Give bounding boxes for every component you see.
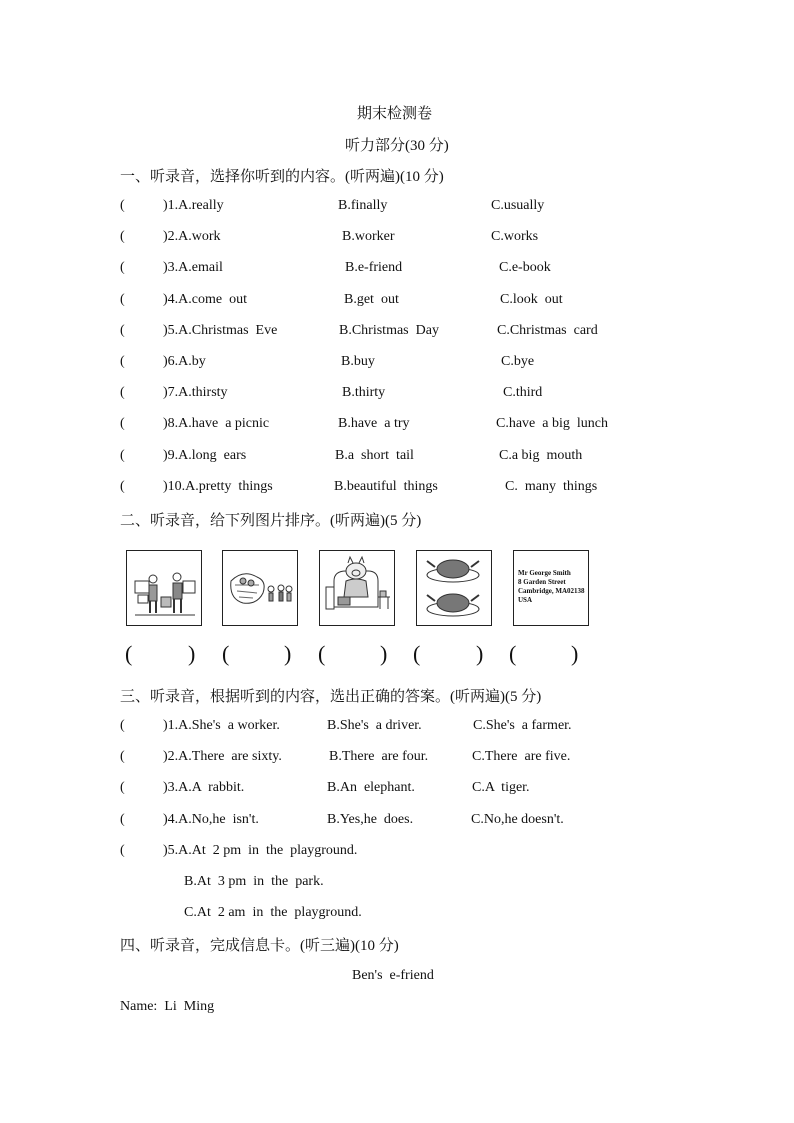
option-b: B.Yes,he does. [327, 812, 414, 827]
option-b: B.She's a driver. [327, 718, 422, 733]
option-c: C.have a big lunch [496, 416, 608, 431]
answer-paren[interactable]: ( [120, 198, 125, 213]
option-c: C.At 2 am in the playground. [184, 905, 362, 920]
option-b: B.a short tail [335, 448, 414, 463]
answer-paren[interactable]: ( [120, 479, 125, 494]
option-b: B.At 3 pm in the park. [184, 874, 324, 889]
option-c: C. many things [505, 479, 598, 494]
option-a: )2.A.work [163, 229, 221, 244]
page-title: 期末检测卷 [357, 106, 433, 122]
picnic-icon [223, 551, 297, 625]
answer-paren[interactable]: ( [120, 323, 125, 338]
pig-sofa-picture [319, 550, 395, 626]
option-a: )3.A.email [163, 260, 223, 275]
blank-open[interactable]: ( [413, 641, 421, 666]
section4-heading: 四、听录音，完成信息卡。(听三遍)(10 分) [120, 938, 399, 954]
section2-heading: 二、听录音，给下列图片排序。(听两遍)(5 分) [120, 513, 422, 529]
option-b: B.Christmas Day [339, 323, 439, 338]
option-b: B.get out [344, 292, 399, 307]
option-c: C.e-book [499, 260, 551, 275]
option-b: B.have a try [338, 416, 410, 431]
answer-paren[interactable]: ( [120, 812, 125, 827]
option-a: )1.A.She's a worker. [163, 718, 280, 733]
option-a: )5.A.Christmas Eve [163, 323, 278, 338]
blank-open[interactable]: ( [125, 641, 133, 666]
option-a: )1.A.really [163, 198, 224, 213]
page-subtitle: 听力部分(30 分) [345, 138, 449, 154]
option-c: C.a big mouth [499, 448, 583, 463]
option-c: C.works [491, 229, 539, 244]
option-a: )4.A.No,he isn't. [163, 812, 259, 827]
address-line: USA [518, 596, 533, 604]
blank-close[interactable]: ) [476, 641, 484, 666]
option-c: C.usually [491, 198, 545, 213]
section3-heading: 三、听录音，根据听到的内容，选出正确的答案。(听两遍)(5 分) [120, 689, 542, 705]
blank-close[interactable]: ) [571, 641, 579, 666]
answer-paren[interactable]: ( [120, 718, 125, 733]
option-a: )5.A.At 2 pm in the playground. [163, 843, 358, 858]
blank-open[interactable]: ( [509, 641, 517, 666]
option-c: C.A tiger. [472, 780, 530, 795]
address-card [513, 550, 589, 626]
answer-paren[interactable]: ( [120, 260, 125, 275]
option-c: C.Christmas card [497, 323, 598, 338]
answer-paren[interactable]: ( [120, 749, 125, 764]
address-line: Mr George Smith [518, 569, 571, 577]
option-b: B.finally [338, 198, 388, 213]
answer-paren[interactable]: ( [120, 416, 125, 431]
section1-heading: 一、听录音，选择你听到的内容。(听两遍)(10 分) [120, 169, 444, 185]
picnic-picture [222, 550, 298, 626]
answer-paren[interactable]: ( [120, 354, 125, 369]
option-c: C.third [503, 385, 543, 400]
info-card-name: Name: Li Ming [120, 999, 215, 1014]
option-a: )6.A.by [163, 354, 206, 369]
answer-paren[interactable]: ( [120, 385, 125, 400]
blank-close[interactable]: ) [380, 641, 388, 666]
option-b: B.thirty [342, 385, 386, 400]
answer-paren[interactable]: ( [120, 780, 125, 795]
answer-paren[interactable]: ( [120, 292, 125, 307]
option-b: B.e-friend [345, 260, 403, 275]
workers-picture [126, 550, 202, 626]
option-b: B.There are four. [329, 749, 429, 764]
blank-open[interactable]: ( [222, 641, 230, 666]
address-line: 8 Garden Street [518, 578, 566, 586]
option-b: B.worker [342, 229, 395, 244]
option-a: )2.A.There are sixty. [163, 749, 282, 764]
answer-paren[interactable]: ( [120, 843, 125, 858]
blank-close[interactable]: ) [188, 641, 196, 666]
option-c: C.bye [501, 354, 535, 369]
option-a: )10.A.pretty things [163, 479, 273, 494]
address-line: Cambridge, MA02138 [518, 587, 585, 595]
option-c: C.look out [500, 292, 563, 307]
pig-sofa-icon [320, 551, 394, 625]
option-b: B.buy [341, 354, 375, 369]
roast-turkey-picture [416, 550, 492, 626]
workers-icon [127, 551, 201, 625]
option-c: C.No,he doesn't. [471, 812, 564, 827]
option-a: )4.A.come out [163, 292, 247, 307]
blank-close[interactable]: ) [284, 641, 292, 666]
answer-paren[interactable]: ( [120, 448, 125, 463]
option-a: )9.A.long ears [163, 448, 247, 463]
option-a: )7.A.thirsty [163, 385, 228, 400]
option-c: C.She's a farmer. [473, 718, 572, 733]
roast-turkey-icon [417, 551, 491, 625]
answer-paren[interactable]: ( [120, 229, 125, 244]
option-b: B.beautiful things [334, 479, 438, 494]
option-b: B.An elephant. [327, 780, 415, 795]
info-card-title: Ben's e-friend [352, 968, 434, 983]
option-c: C.There are five. [472, 749, 571, 764]
option-a: )8.A.have a picnic [163, 416, 270, 431]
option-a: )3.A.A rabbit. [163, 780, 245, 795]
blank-open[interactable]: ( [318, 641, 326, 666]
